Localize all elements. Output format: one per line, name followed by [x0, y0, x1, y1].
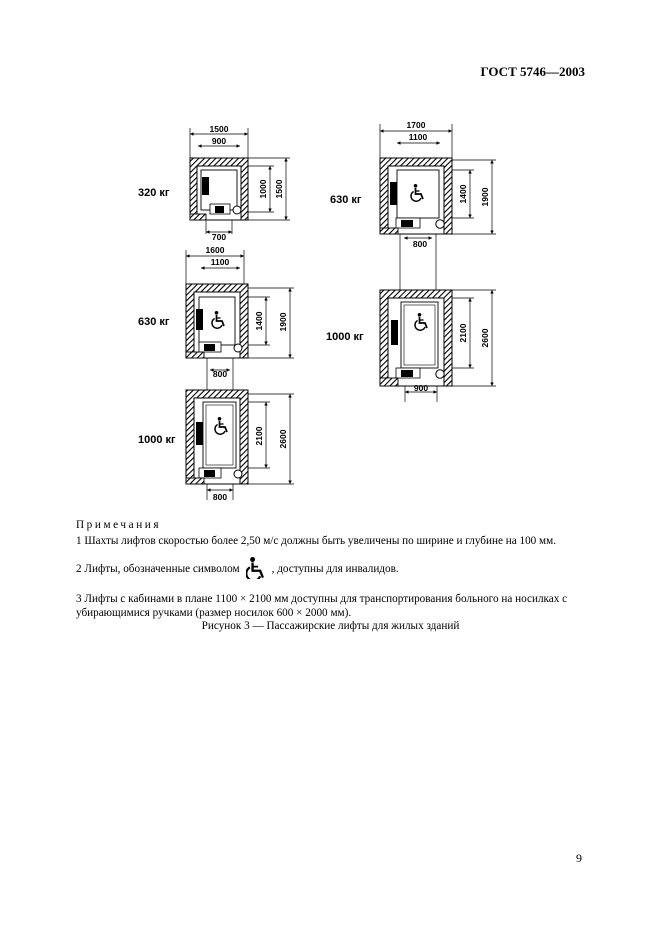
note-1: 1 Шахты лифтов скоростью более 2,50 м/с должны быть увеличены по ширине и глубине на 100 мм.: [76, 535, 557, 547]
note-2-text-after: , доступны для инвалидов.: [271, 563, 399, 575]
dim-320-width-total: 1500: [209, 124, 229, 134]
lift-1000-left-plan: [138, 390, 294, 502]
dim-320-width-inner: 900: [211, 136, 227, 146]
dim-630l-depth-inner: 1400: [254, 311, 264, 331]
dim-1000l-depth-total: 2600: [278, 429, 288, 449]
notes-section: [76, 518, 591, 629]
dim-630l-width-total: 1600: [205, 245, 225, 255]
dim-630r-width-total: 1700: [406, 120, 426, 130]
dim-630r-width-inner: 1100: [408, 132, 428, 142]
lift-630-right-plan: [330, 120, 496, 290]
dim-1000r-depth-total: 2600: [480, 328, 490, 348]
dim-1000r-depth-inner: 2100: [458, 323, 468, 343]
dim-630l-width-inner: 1100: [210, 257, 230, 267]
lift-630-left-label: 630 кг: [138, 316, 170, 328]
figure-caption: Рисунок 3 — Пассажирские лифты для жилых зданий: [201, 620, 460, 632]
dim-1000r-door: 900: [413, 383, 429, 393]
note-2-text-before: 2 Лифты, обозначенные символом: [76, 563, 240, 575]
dim-630l-depth-total: 1900: [278, 312, 288, 332]
doc-code-header: ГОСТ 5746—2003: [480, 64, 585, 79]
lift-1000-right-plan: [326, 290, 496, 402]
notes-title: Примечания: [76, 519, 162, 531]
note-2: [76, 557, 591, 583]
dim-630r-depth-inner: 1400: [458, 184, 468, 204]
wheelchair-icon: [246, 557, 266, 583]
dim-630r-door: 800: [412, 239, 428, 249]
lift-320-plan: [138, 124, 290, 242]
lift-1000-left-label: 1000 кг: [138, 434, 176, 446]
page-number: 9: [576, 851, 582, 865]
dim-320-door: 700: [211, 232, 227, 242]
note-3: 3 Лифты с кабинами в плане 1100 × 2100 мм доступны для транспортирования больного на носилках с убирающимися ручками (размер носилок 600 × 2000 мм).: [76, 593, 568, 619]
dim-630l-door: 800: [212, 369, 228, 379]
dim-320-depth-total: 1500: [274, 179, 284, 199]
lift-320-label: 320 кг: [138, 187, 170, 199]
lift-630-right-label: 630 кг: [330, 194, 362, 206]
dim-1000l-door: 800: [212, 492, 228, 502]
dim-1000l-depth-inner: 2100: [254, 426, 264, 446]
lift-1000-right-label: 1000 кг: [326, 331, 364, 343]
dim-630r-depth-total: 1900: [480, 187, 490, 207]
lift-630-left-plan: [138, 245, 294, 390]
dim-320-depth-inner: 1000: [258, 179, 268, 199]
